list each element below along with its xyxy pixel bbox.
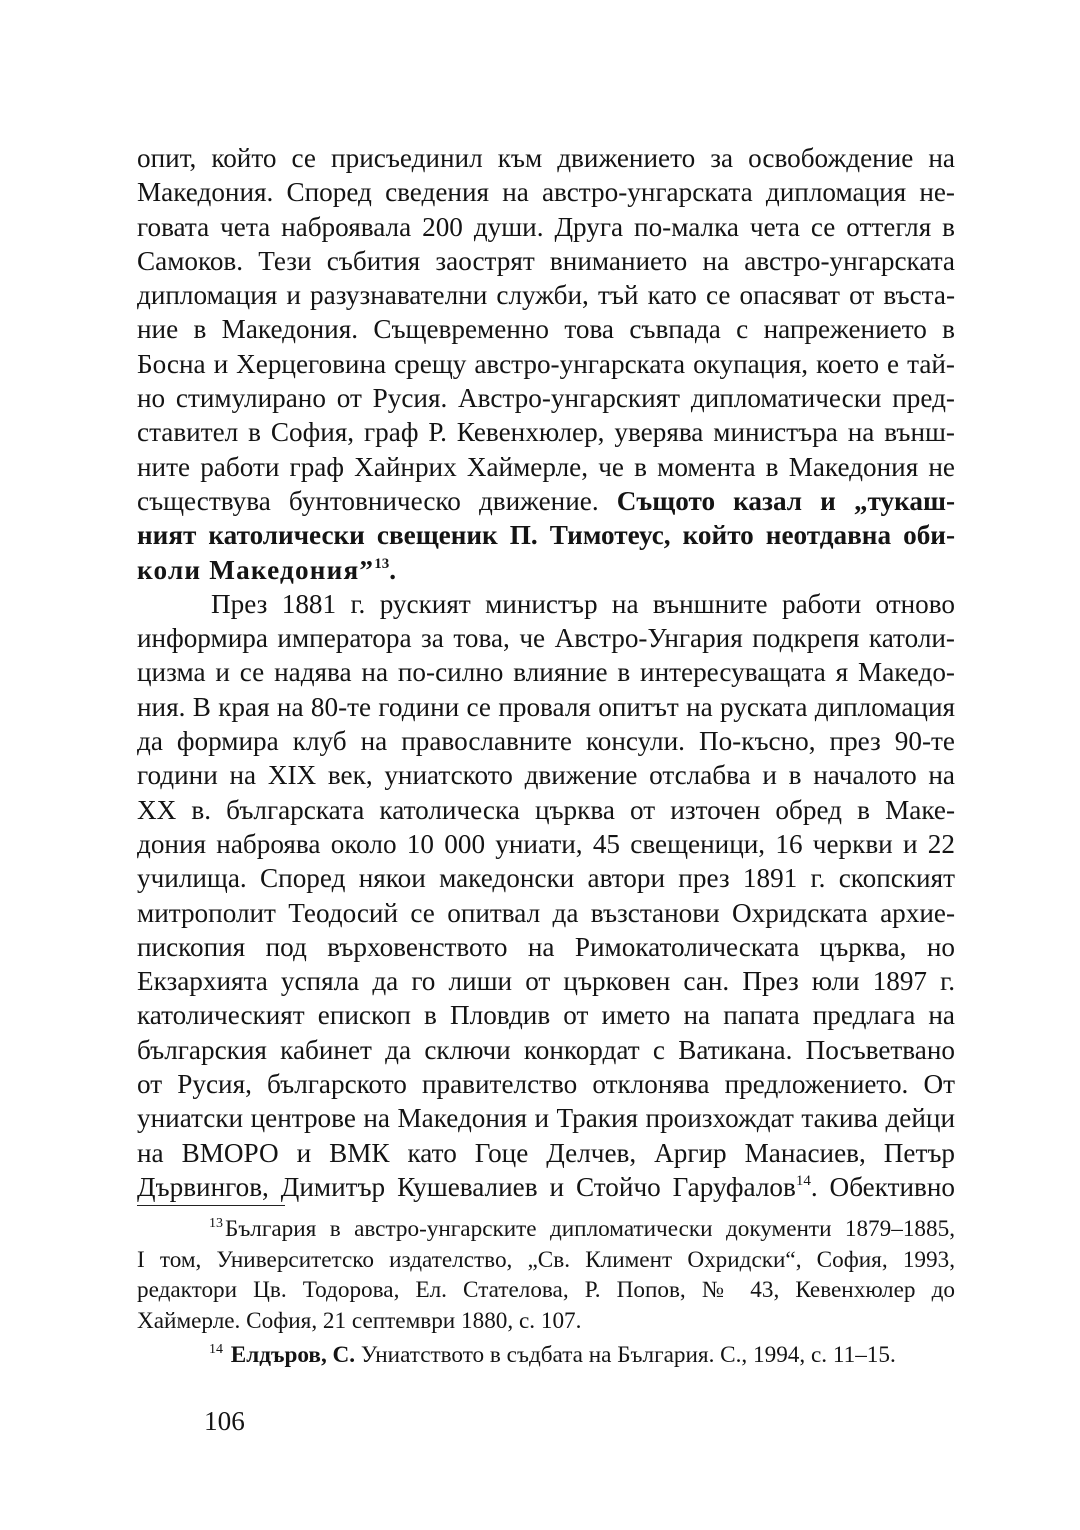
text-line: опит, който се присъединил към движението за освобождение на [137, 143, 955, 173]
text-normal: съществува бунтовническо движение. [137, 485, 599, 516]
text-line: българския кабинет да сключи конкордат с Ватикана. Посъветвано [137, 1034, 955, 1065]
footnote-line: редактори Цв. Тодорова, Ел. Стателова, Р. Попов, № 43, Кевенхюлер до [137, 1277, 955, 1303]
footnote-number: 13 [209, 1216, 223, 1231]
text-line: ния. В края на 80-те години се проваля опитът на руската дипломация [137, 691, 955, 722]
text-line-mixed [137, 484, 955, 518]
text-line: да формира клуб на православните консули. По-късно, през 90-те [137, 726, 955, 757]
footnote-text: Униатството в съдбата на България. С., 1994, с. 11–15. [360, 1342, 896, 1368]
footnote-line: I том, Университетско издателство, „Св. Климент Охридски“, София, 1993, [137, 1246, 955, 1273]
bold-period: . [389, 554, 396, 585]
text-normal: . Обективно [810, 1171, 955, 1202]
text-line: пископия под върховенството на Римокатолическата църква, но [137, 931, 955, 962]
text-line: Самоков. Тези събития заострят вниманието на австро-унгарската [137, 245, 955, 276]
text-line: ние в Македония. Същевременно това съвпада с напрежението в [137, 314, 955, 345]
text-line: училища. Според някои македонски автори през 1891 г. скопският [137, 863, 955, 894]
footnote-14 [137, 1340, 955, 1371]
footnote-number: 14 [209, 1342, 223, 1357]
text-line: цизма и се надява на по-силно влияние в интересуващата я Македо- [137, 657, 955, 688]
text-line-bold [137, 553, 955, 587]
text-line: дипломация и разузнавателни служби, тъй като се опасяват от въста- [137, 280, 955, 311]
text-line: ставител в София, граф Р. Кевенхюлер, уверява министъра на външ- [137, 417, 955, 448]
text-line: години на XIX век, униатското движение отслабва и в началото на [137, 760, 955, 791]
text-line: ните работи граф Хайнрих Хаймерле, че в момента в Македония не [137, 451, 955, 482]
text-line: XX в. българската католическа църква от източен обред в Маке- [137, 794, 955, 825]
text-line: от Русия, българското правителство отклонява предложението. От [137, 1069, 955, 1100]
text-line-indent: През 1881 г. руският министър на външните работи отново [211, 588, 955, 619]
text-line: католическият епископ в Пловдив от името на папата предлага на [137, 1000, 955, 1031]
text-line: униатски центрове на Македония и Тракия произхождат такива дейци [137, 1103, 955, 1134]
bold-quote-end: коли Македония” [137, 554, 375, 585]
footnote-ref-14[interactable]: 14 [795, 1172, 811, 1189]
bold-quote: Същото казал и „тукаш- [616, 485, 956, 516]
bold-quote: ният католически свещеник П. Тимотеус, който неотдавна оби- [137, 520, 955, 551]
text-normal: Дървингов, Димитър Кушевалиев и Стойчо Гаруфалов [137, 1171, 796, 1202]
footnote-ref-13[interactable]: 13 [374, 555, 390, 572]
footnote-13 [137, 1214, 955, 1245]
page-number: 106 [204, 1406, 245, 1436]
footnote-text: България в австро-унгарските дипломатически документи 1879–1885, [225, 1216, 955, 1242]
footnote-separator [137, 1205, 285, 1206]
text-line-bold [137, 518, 955, 552]
text-line: но стимулирано от Русия. Австро-унгарският дипломатически пред- [137, 383, 955, 414]
footnote-author: Елдъров, С. [230, 1342, 356, 1368]
text-line-last [137, 1170, 955, 1204]
text-line: Екзархията успяла да го лиши от църковен сан. През юли 1897 г. [137, 966, 955, 997]
text-line: говата чета наброявала 200 души. Друга по-малка чета се оттегля в [137, 211, 955, 242]
text-line: митрополит Теодосий се опитвал да възстанови Охридската архие- [137, 897, 955, 928]
text-line: информира императора за това, че Австро-Унгария подкрепя католи- [137, 623, 955, 654]
text-line: Македония. Според сведения на австро-унгарската дипломация не- [137, 177, 955, 208]
footnotes [137, 1214, 955, 1371]
main-text [137, 141, 955, 1204]
footnote-line: Хаймерле. София, 21 септември 1880, с. 107. [137, 1307, 582, 1334]
text-line: Босна и Херцеговина срещу австро-унгарската окупация, което е тай- [137, 348, 955, 379]
text-line: на ВМОРО и ВМК като Гоце Делчев, Аргир Манасиев, Петър [137, 1137, 955, 1168]
text-line: дония наброява около 10 000 униати, 45 свещеници, 16 черкви и 22 [137, 828, 955, 859]
